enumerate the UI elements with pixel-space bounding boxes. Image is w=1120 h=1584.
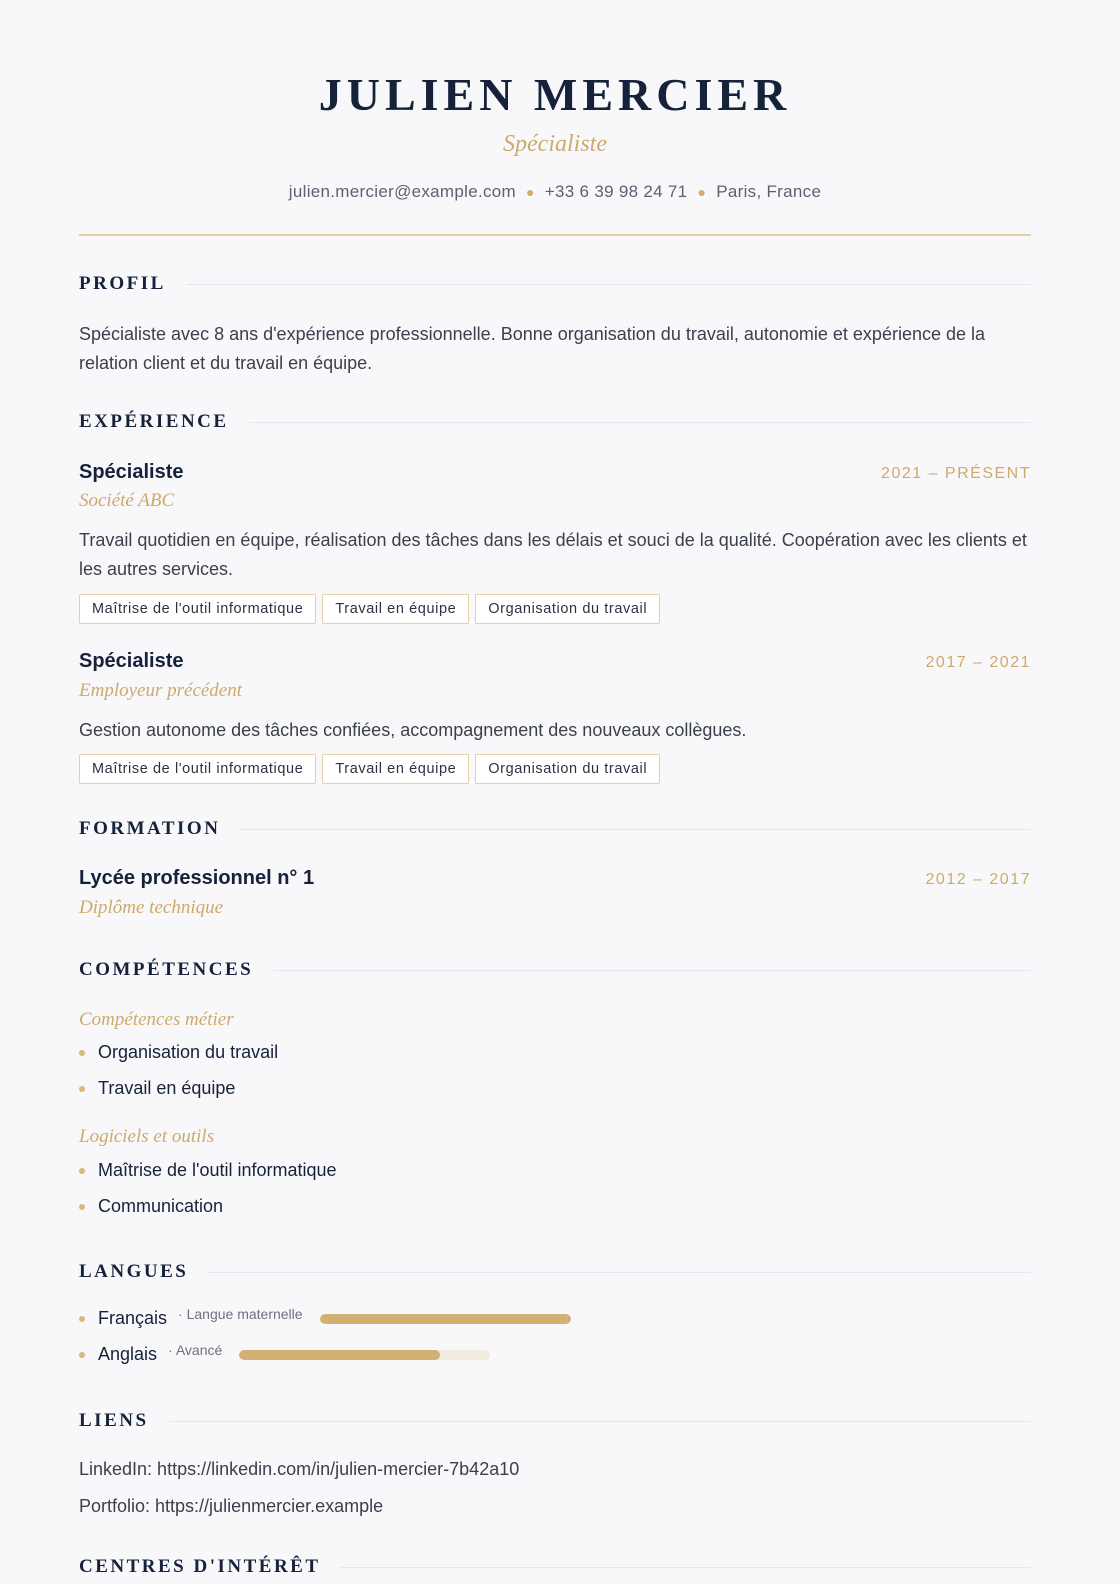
skill-item-label: Organisation du travail <box>98 1042 279 1062</box>
section-title: LIENS <box>79 1410 149 1431</box>
skill-group-title: Logiciels et outils <box>79 1126 215 1147</box>
skill-item-label: Travail en équipe <box>98 1078 236 1098</box>
section-divider <box>273 970 1031 971</box>
skill-tag: Maîtrise de l'outil informatique <box>79 594 316 624</box>
bullet-icon <box>79 1352 85 1358</box>
language-item <box>79 1341 490 1365</box>
section-divider <box>169 1421 1031 1422</box>
candidate-name: JULIEN MERCIER <box>318 69 792 120</box>
section-heading-skills <box>79 959 1031 981</box>
language-level: · Avancé <box>168 1341 223 1358</box>
language-name: Anglais <box>98 1344 158 1364</box>
language-proficiency-fill <box>320 1314 571 1324</box>
skill-tag: Organisation du travail <box>475 754 660 784</box>
section-title: PROFIL <box>79 273 166 294</box>
language-proficiency-bar <box>239 1350 490 1360</box>
skill-item <box>79 1078 235 1099</box>
language-item <box>79 1305 571 1329</box>
section-divider <box>240 829 1031 830</box>
section-title: COMPÉTENCES <box>79 959 254 980</box>
contact-location: Paris, France <box>716 182 822 201</box>
skill-tag: Organisation du travail <box>475 594 660 624</box>
section-divider <box>249 422 1031 423</box>
skill-group-title: Compétences métier <box>79 1009 234 1030</box>
job-description: Gestion autonome des tâches confiées, accompagnement des nouveaux collègues. <box>79 720 747 740</box>
section-heading-links <box>79 1410 1031 1432</box>
bullet-icon <box>79 1086 85 1092</box>
section-title: CENTRES D'INTÉRÊT <box>79 1556 321 1577</box>
education-dates: 2012 – 2017 <box>925 871 1031 888</box>
job-dates: 2017 – 2021 <box>925 654 1031 671</box>
skill-item <box>79 1196 223 1217</box>
language-name: Français <box>98 1308 168 1328</box>
bullet-icon <box>79 1316 85 1322</box>
section-heading-education <box>79 818 1031 840</box>
job-dates: 2021 – PRÉSENT <box>881 465 1031 482</box>
bullet-icon <box>79 1204 85 1210</box>
section-title: FORMATION <box>79 818 221 839</box>
skill-item <box>79 1160 337 1181</box>
section-divider <box>208 1272 1031 1273</box>
contact-phone[interactable]: +33 6 39 98 24 71 <box>544 182 688 201</box>
section-divider <box>341 1567 1031 1568</box>
education-school: Lycée professionnel n° 1 <box>79 867 315 889</box>
bullet-icon <box>79 1168 85 1174</box>
job-title: Spécialiste <box>79 461 184 483</box>
job-tags <box>79 594 660 624</box>
language-level: · Langue maternelle <box>178 1305 303 1322</box>
section-heading-profile <box>79 273 1031 295</box>
profile-text: Spécialiste avec 8 ans d'expérience professionnelle. Bonne organisation du travail, autonomie et expérience de la relation client et du travail en équipe. <box>79 324 986 373</box>
section-heading-interests <box>79 1556 1031 1578</box>
contact-email[interactable]: julien.mercier@example.com <box>288 182 517 201</box>
section-heading-languages <box>79 1261 1031 1283</box>
contact-line <box>79 182 1031 202</box>
skill-tag: Travail en équipe <box>322 754 469 784</box>
job-description: Travail quotidien en équipe, réalisation des tâches dans les délais et souci de la qualité. Coopération avec les clients et les autres services. <box>79 530 1027 579</box>
language-proficiency-fill <box>239 1350 440 1360</box>
job-company: Société ABC <box>79 490 175 511</box>
language-proficiency-bar <box>320 1314 571 1324</box>
section-heading-experience <box>79 411 1031 433</box>
skill-tag: Maîtrise de l'outil informatique <box>79 754 316 784</box>
education-degree: Diplôme technique <box>79 897 224 918</box>
section-title: LANGUES <box>79 1261 189 1282</box>
bullet-icon <box>79 1050 85 1056</box>
header-divider <box>79 234 1031 236</box>
section-divider <box>186 284 1031 285</box>
job-company: Employeur précédent <box>79 680 243 701</box>
section-title: EXPÉRIENCE <box>79 411 229 432</box>
skill-item <box>79 1042 278 1063</box>
skill-item-label: Maîtrise de l'outil informatique <box>98 1160 337 1180</box>
skill-tag: Travail en équipe <box>322 594 469 624</box>
candidate-headline: Spécialiste <box>503 131 607 157</box>
skill-item-label: Communication <box>98 1196 224 1216</box>
separator-dot-icon: ● <box>526 184 535 200</box>
separator-dot-icon: ● <box>697 184 707 200</box>
job-tags <box>79 754 660 784</box>
link-portfolio[interactable]: Portfolio: https://julienmercier.example <box>79 1496 384 1516</box>
link-linkedin[interactable]: LinkedIn: https://linkedin.com/in/julien-mercier-7b42a10 <box>79 1459 520 1479</box>
job-title: Spécialiste <box>79 650 184 672</box>
